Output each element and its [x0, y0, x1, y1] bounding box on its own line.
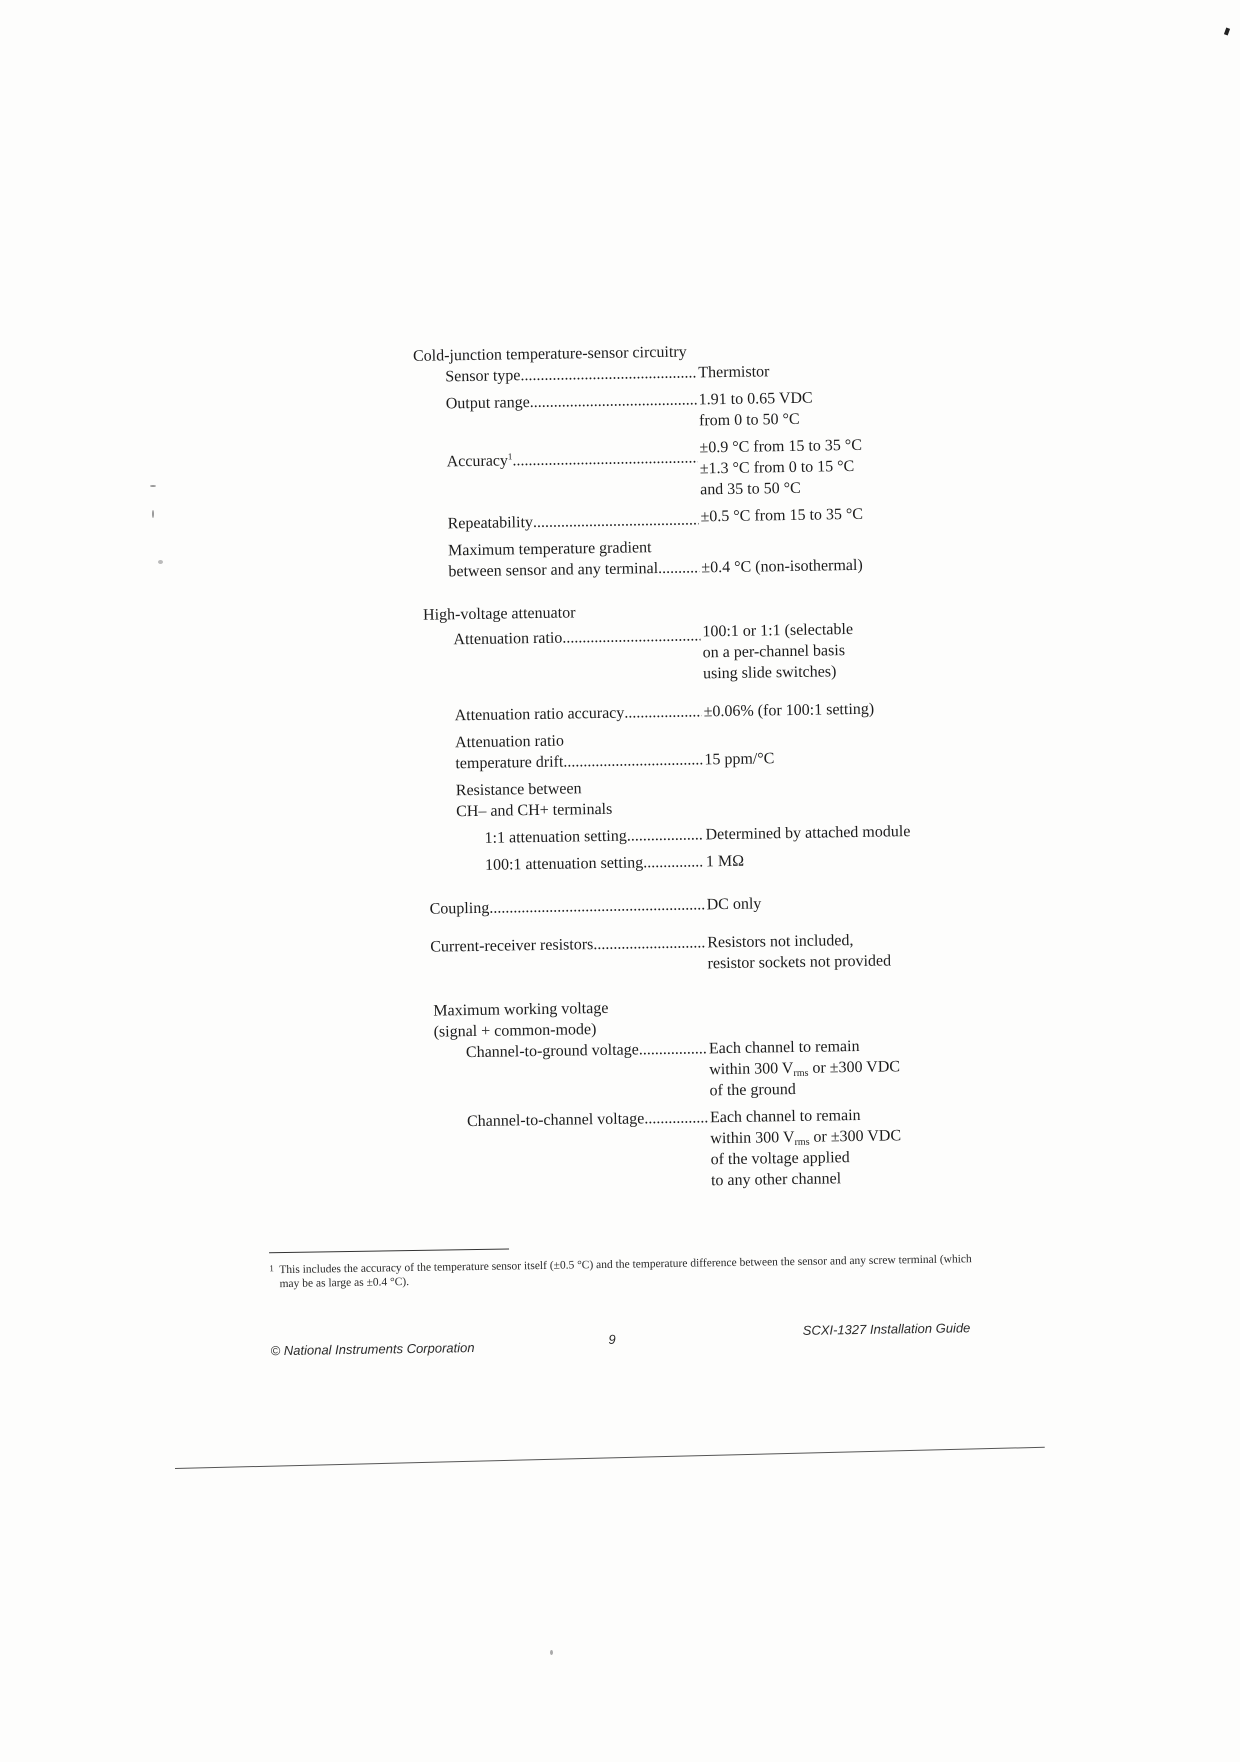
channel-to-ground-label: Channel-to-ground voltage	[465, 1041, 639, 1062]
leader-dots	[562, 621, 701, 648]
footnote-text: This includes the accuracy of the temperature sensor itself (±0.5 °C) and the temperature difference between the sensor and any screw terminal (which may be as large as ±0.4 °C).	[279, 1253, 972, 1291]
rms-subscript: rms	[794, 1136, 810, 1148]
leader-dots	[593, 932, 705, 955]
drift-row	[419, 724, 980, 775]
output-range-row	[414, 385, 975, 436]
output-range-value	[697, 385, 975, 431]
setting-100-value: 1 MΩ	[705, 852, 745, 871]
accuracy-line: ±0.9 °C from 15 to 35 °C	[699, 436, 863, 457]
max-voltage-title-line: (signal + common-mode)	[433, 1021, 597, 1041]
sensor-type-value: Thermistor	[698, 363, 770, 382]
leader-dots	[643, 851, 704, 873]
scan-speck	[152, 510, 154, 518]
resistance-label-line: CH– and CH+ terminals	[456, 800, 613, 821]
accuracy-line: ±1.3 °C from 0 to 15 °C	[699, 457, 855, 478]
specifications-list	[413, 337, 986, 1196]
leader-dots	[512, 437, 698, 471]
attenuation-ratio-line: 100:1 or 1:1 (selectable	[702, 621, 854, 641]
coupling-label: Coupling	[429, 899, 490, 918]
current-receiver-line: resistor sockets not provided	[707, 952, 892, 973]
channel-to-channel-line: of the voltage applied	[710, 1149, 850, 1169]
rms-subscript: rms	[793, 1067, 809, 1079]
leader-dots	[563, 749, 702, 772]
channel-to-channel-label: Channel-to-channel voltage	[466, 1110, 645, 1131]
max-voltage-title-line: Maximum working voltage	[433, 999, 609, 1020]
channel-to-ground-value	[707, 1034, 985, 1101]
channel-to-channel-row	[425, 1103, 986, 1196]
gradient-value: ±0.4 °C (non-isothermal)	[701, 556, 863, 577]
channel-to-ground-line: of the ground	[709, 1080, 796, 1100]
leader-dots	[627, 824, 704, 846]
leader-dots	[658, 557, 700, 579]
attenuation-ratio-line: using slide switches)	[702, 663, 837, 683]
channel-to-channel-value	[708, 1103, 986, 1191]
gradient-label-line: between sensor and any terminal	[448, 560, 659, 581]
setting-1-value: Determined by attached module	[705, 823, 911, 844]
current-receiver-value	[705, 928, 983, 974]
page-footer	[270, 1320, 971, 1359]
accuracy-row	[414, 433, 975, 505]
attenuation-ratio-row	[417, 617, 978, 689]
sensor-type-label: Sensor type	[445, 367, 521, 386]
coupling-value: DC only	[706, 895, 762, 914]
leader-dots	[489, 894, 705, 918]
setting-1-label: 1:1 attenuation setting	[484, 827, 627, 847]
drift-label	[455, 728, 703, 774]
accuracy-line: and 35 to 50 °C	[700, 479, 801, 499]
footer-copyright: © National Instruments Corporation	[270, 1340, 475, 1359]
accuracy-value	[697, 433, 975, 500]
leader-dots	[644, 1107, 708, 1129]
output-range-label: Output range	[445, 394, 530, 413]
scan-speck	[550, 1650, 553, 1655]
cold-junction-title: Cold-junction temperature-sensor circuitry	[412, 343, 687, 365]
leader-dots	[639, 1038, 707, 1060]
attenuation-ratio-value	[700, 617, 978, 684]
scan-speck	[1224, 28, 1230, 36]
footnote	[269, 1252, 979, 1291]
gradient-label-line: Maximum temperature gradient	[447, 539, 652, 560]
leader-dots	[520, 362, 696, 386]
scan-speck	[158, 560, 163, 564]
output-range-line: from 0 to 50 °C	[698, 410, 800, 430]
attenuation-ratio-line: on a per-channel basis	[702, 642, 846, 662]
channel-to-ground-line: Each channel to remain	[708, 1037, 860, 1058]
channel-to-ground-row	[424, 1034, 985, 1106]
attenuation-ratio-label: Attenuation ratio	[453, 629, 563, 649]
resistance-label-line: Resistance between	[455, 780, 582, 800]
voltage-text: or ±300 VDC	[809, 1127, 902, 1146]
current-receiver-line: Resistors not included,	[707, 932, 854, 952]
channel-to-channel-line: Each channel to remain	[709, 1106, 861, 1127]
current-receiver-label: Current-receiver resistors	[430, 936, 594, 956]
current-receiver-row	[422, 928, 983, 979]
setting-100-label: 100:1 attenuation setting	[484, 854, 644, 874]
leader-dots	[530, 389, 697, 413]
voltage-text: or ±300 VDC	[808, 1058, 901, 1077]
drift-label-line: temperature drift	[455, 753, 564, 773]
accuracy-label	[446, 440, 512, 472]
leader-dots	[533, 506, 699, 533]
footer-document-title: SCXI-1327 Installation Guide	[802, 1320, 971, 1338]
channel-to-channel-line: to any other channel	[710, 1170, 842, 1190]
footnote-mark: 1	[269, 1263, 274, 1274]
scan-speck	[150, 485, 156, 487]
footnote-reference: 1	[507, 451, 513, 462]
leader-dots	[624, 701, 702, 723]
output-range-line: 1.91 to 0.65 VDC	[698, 389, 813, 409]
attenuator-title: High-voltage attenuator	[422, 604, 576, 624]
voltage-text: within 300 V	[709, 1059, 794, 1079]
gradient-label	[448, 536, 700, 582]
ratio-accuracy-label: Attenuation ratio accuracy	[454, 704, 625, 725]
repeatability-value: ±0.5 °C from 15 to 35 °C	[700, 505, 864, 526]
accuracy-label-text: Accuracy	[446, 452, 509, 471]
repeatability-label: Repeatability	[447, 514, 534, 533]
page-number: 9	[608, 1331, 616, 1347]
drift-value: 15 ppm/°C	[704, 750, 775, 769]
ratio-accuracy-value: ±0.06% (for 100:1 setting)	[703, 700, 875, 721]
footnote-divider	[269, 1248, 509, 1253]
drift-label-line: Attenuation ratio	[454, 732, 565, 752]
voltage-text: within 300 V	[710, 1128, 795, 1148]
gradient-row	[416, 532, 977, 583]
